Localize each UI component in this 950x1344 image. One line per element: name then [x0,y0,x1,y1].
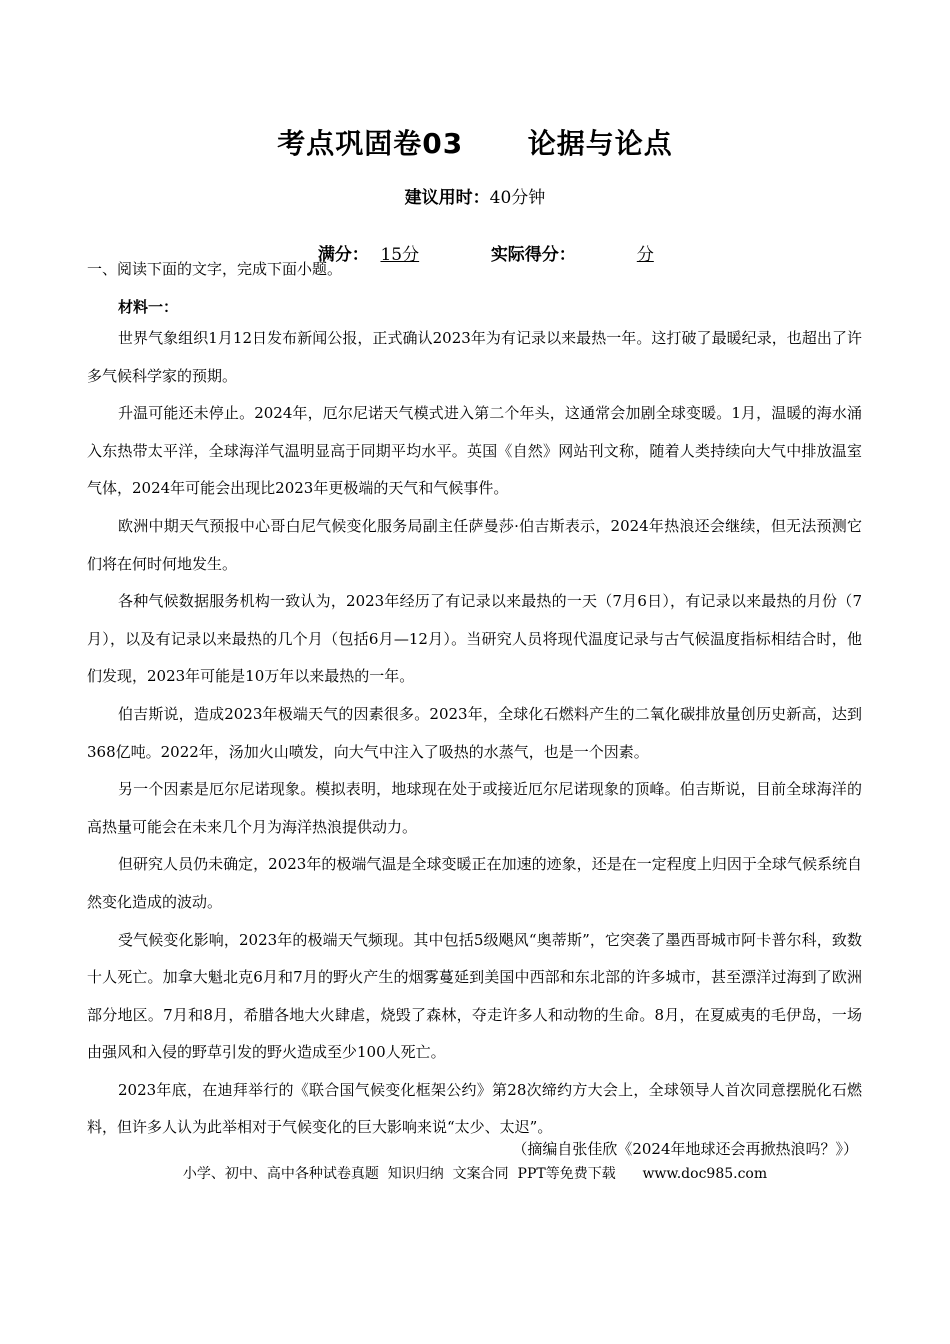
time-label: 建议用时： [404,188,490,208]
actual-score-field[interactable]: 分 [636,245,654,265]
paragraph: 另一个因素是厄尔尼诺现象。模拟表明，地球现在处于或接近厄尔尼诺现象的顶峰。伯吉斯说，目前全球海洋的高热量可能会在未来几个月为海洋热浪提供动力。 [87,780,862,836]
page-title: 考点巩固卷03 论据与论点 [277,127,673,160]
source-citation: （摘编自张佳欣《2024年地球还会再掀热浪吗？》） [512,1140,858,1158]
paragraph: 世界气象组织1月12日发布新闻公报，正式确认2023年为有记录以来最热一年。这打破了最暖纪录，也超出了许多气候科学家的预期。 [87,329,862,385]
full-score-value: 15分 [380,245,420,265]
material-body [87,320,862,1147]
paragraph: 升温可能还未停止。2024年，厄尔尼诺天气模式进入第二个年头，这通常会加剧全球变暖。1月，温暖的海水涌入东热带太平洋，全球海洋气温明显高于同期平均水平。英国《自然》网站刊文称，随着人类持续向大气中排放温室气体，2024年可能会出现比2023年更极端的天气和气候事件。 [87,404,862,498]
full-score-label: 满分： [317,245,369,265]
suggested-time [0,183,950,208]
page-footer: 小学、初中、高中各种试卷真题 知识归纳 文案合同 PPT等免费下载 www.doc985.com [182,1166,768,1182]
paragraph: 但研究人员仍未确定，2023年的极端气温是全球变暖正在加速的迹象，还是在一定程度上归因于全球气候系统自然变化造成的波动。 [87,855,862,911]
paragraph: 欧洲中期天气预报中心哥白尼气候变化服务局副主任萨曼莎·伯吉斯表示，2024年热浪还会继续，但无法预测它们将在何时何地发生。 [87,516,862,573]
section-instruction: 一、阅读下面的文字，完成下面小题。 [87,260,343,278]
paragraph: 各种气候数据服务机构一致认为，2023年经历了有记录以来最热的一天（7月6日），有记录以来最热的月份（7月），以及有记录以来最热的几个月（包括6月—12月）。当研究人员将现代温度记录与古气候温度指标相结合时，他们发现，2023年可能是10万年以来最热的一年。 [87,592,862,686]
time-value: 40分钟 [489,188,546,208]
paragraph: 2023年底，在迪拜举行的《联合国气候变化框架公约》第28次缔约方大会上，全球领导人首次同意摆脱化石燃料，但许多人认为此举相对于气候变化的巨大影响来说“太少、太迟”。 [87,1080,862,1137]
paragraph: 伯吉斯说，造成2023年极端天气的因素很多。2023年，全球化石燃料产生的二氧化碳排放量创历史新高，达到368亿吨。2022年，汤加火山喷发，向大气中注入了吸热的水蒸气，也是一个因素。 [87,704,862,761]
material-label: 材料一： [118,298,179,316]
paragraph: 受气候变化影响，2023年的极端天气频现。其中包括5级飓风“奥蒂斯”，它突袭了墨西哥城市阿卡普尔科，致数十人死亡。加拿大魁北克6月和7月的野火产生的烟雾蔓延到美国中西部和东北部的许多城市，甚至漂洋过海到了欧洲部分地区。7月和8月，希腊各地大火肆虐，烧毁了森林，夺走许多人和动物的生命。8月，在夏威夷的毛伊岛，一场由强风和入侵的野草引发的野火造成至少100人死亡。 [87,930,862,1062]
actual-score-label: 实际得分： [490,245,576,265]
